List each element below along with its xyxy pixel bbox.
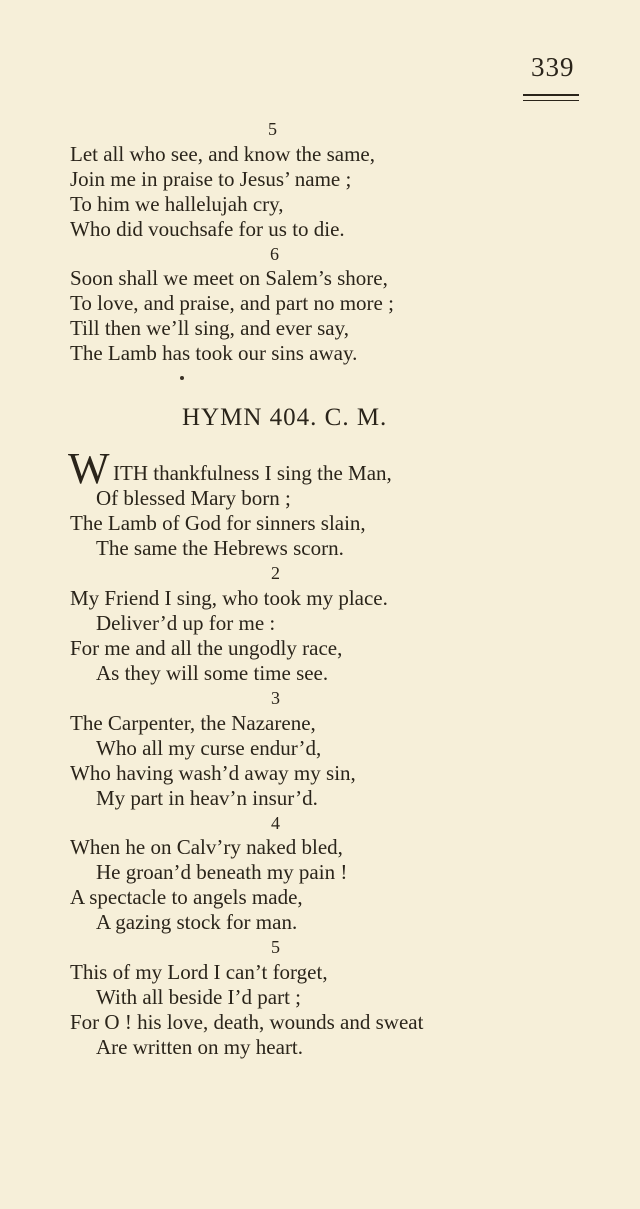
verse-line: Are written on my heart. [96, 1035, 304, 1059]
verse-line: This of my Lord I can’t forget, [70, 960, 328, 984]
verse-line: Soon shall we meet on Salem’s shore, [70, 266, 388, 290]
verse-line: With all beside I’d part ; [96, 985, 302, 1009]
verse-line: The Carpenter, the Nazarene, [70, 711, 316, 735]
verse-line: To him we hallelujah cry, [70, 192, 284, 216]
stanza-number: 5 [268, 119, 277, 139]
stanza-number: 5 [271, 937, 280, 957]
stanza-number: 6 [270, 244, 279, 264]
drop-cap: W [68, 444, 110, 493]
verse-line: Of blessed Mary born ; [96, 486, 291, 510]
verse-line: Till then we’ll sing, and ever say, [70, 316, 349, 340]
verse-line: The Lamb has took our sins away. [70, 341, 358, 365]
stanza-number: 4 [271, 813, 280, 833]
verse-line: Who all my curse endur’d, [96, 736, 322, 760]
verse-line: A spectacle to angels made, [70, 885, 303, 909]
verse-line: Let all who see, and know the same, [70, 142, 375, 166]
hymn-title: HYMN 404. C. M. [182, 404, 388, 431]
verse-line: When he on Calv’ry naked bled, [70, 835, 343, 859]
verse-line: Who did vouchsafe for us to die. [70, 217, 345, 241]
verse-line: A gazing stock for man. [96, 910, 298, 934]
verse-line: ITH thankfulness I sing the Man, [113, 461, 392, 485]
verse-line: Who having wash’d away my sin, [70, 761, 356, 785]
stanza-number: 2 [271, 563, 280, 583]
stanza-number: 3 [271, 688, 280, 708]
verse-line: To love, and praise, and part no more ; [70, 291, 394, 315]
verse-line: The same the Hebrews scorn. [96, 536, 344, 560]
verse-line: For O ! his love, death, wounds and sweat [70, 1010, 424, 1034]
verse-line: My Friend I sing, who took my place. [70, 586, 388, 610]
verse-line: Deliver’d up for me : [96, 611, 276, 635]
header-rule [523, 94, 579, 101]
ornament-dot [180, 376, 184, 380]
verse-line: He groan’d beneath my pain ! [96, 860, 348, 884]
verse-line: My part in heav’n insur’d. [96, 786, 318, 810]
verse-line: For me and all the ungodly race, [70, 636, 343, 660]
page-number: 339 [531, 52, 575, 82]
verse-line: As they will some time see. [96, 661, 329, 685]
verse-line: The Lamb of God for sinners slain, [70, 511, 366, 535]
verse-line: Join me in praise to Jesus’ name ; [70, 167, 352, 191]
